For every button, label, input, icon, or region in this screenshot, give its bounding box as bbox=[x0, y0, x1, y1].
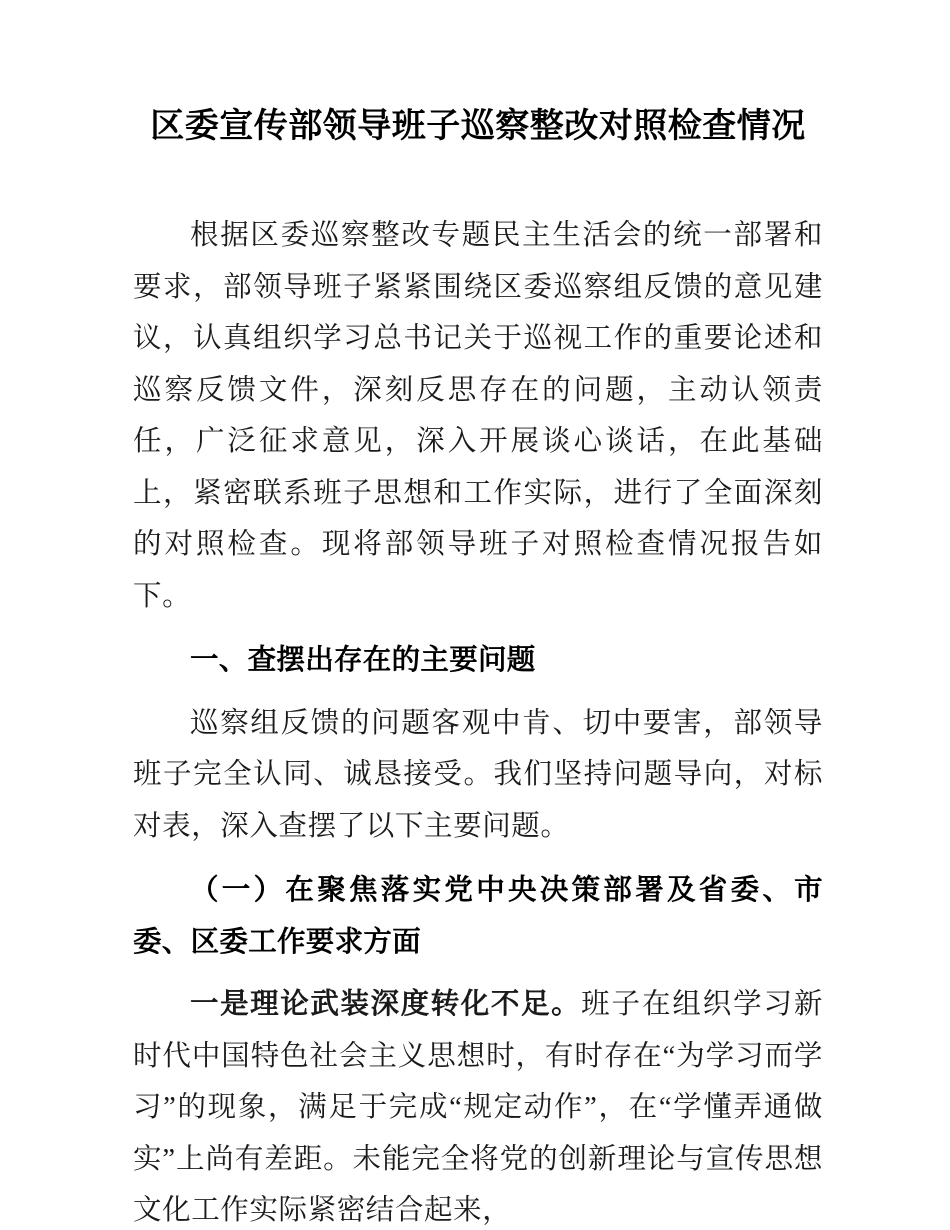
page-title: 区委宣传部领导班子巡察整改对照检查情况 bbox=[150, 107, 806, 145]
section-heading-1: 一、查摆出存在的主要问题 bbox=[190, 644, 536, 676]
item-1-lead-phrase: 一是理论武装深度转化不足。 bbox=[190, 988, 582, 1020]
title-body-spacer bbox=[133, 148, 823, 210]
intro-paragraph: 根据区委巡察整改专题民主生活会的统一部署和要求，部领导班子紧紧围绕区委巡察组反馈的意见建议，认真组织学习总书记关于巡视工作的重要论述和巡察反馈文件，深刻反思存在的问题，主动认领责任，广泛征求意见，深入开展谈心谈话，在此基础上，紧密联系班子思想和工作实际，进行了全面深刻的对照检查。现将部领导班子对照检查情况报告如下。 bbox=[133, 220, 823, 612]
paragraph-spacer-2 bbox=[133, 852, 823, 865]
heading-body-spacer bbox=[133, 687, 823, 698]
subheading-body-spacer bbox=[133, 968, 823, 979]
subsection-heading-1: （一）在聚焦落实党中央决策部署及省委、市委、区委工作要求方面 bbox=[133, 874, 823, 958]
section-1-paragraph: 巡察组反馈的问题客观中肯、切中要害，部领导班子完全认同、诚恳接受。我们坚持问题导向，对标对表，深入查摆了以下主要问题。 bbox=[133, 707, 823, 842]
item-1-paragraph bbox=[133, 979, 823, 1230]
paragraph-spacer bbox=[133, 622, 823, 635]
item-1-body-text: 班子在组织学习新时代中国特色社会主义思想时，有时存在“为学习而学习”的现象，满足于完成“规定动作”，在“学懂弄通做实”上尚有差距。未能完全将党的创新理论与宣传思想文化工作实际紧密结合起来， bbox=[133, 989, 823, 1226]
document-content bbox=[133, 0, 823, 1230]
